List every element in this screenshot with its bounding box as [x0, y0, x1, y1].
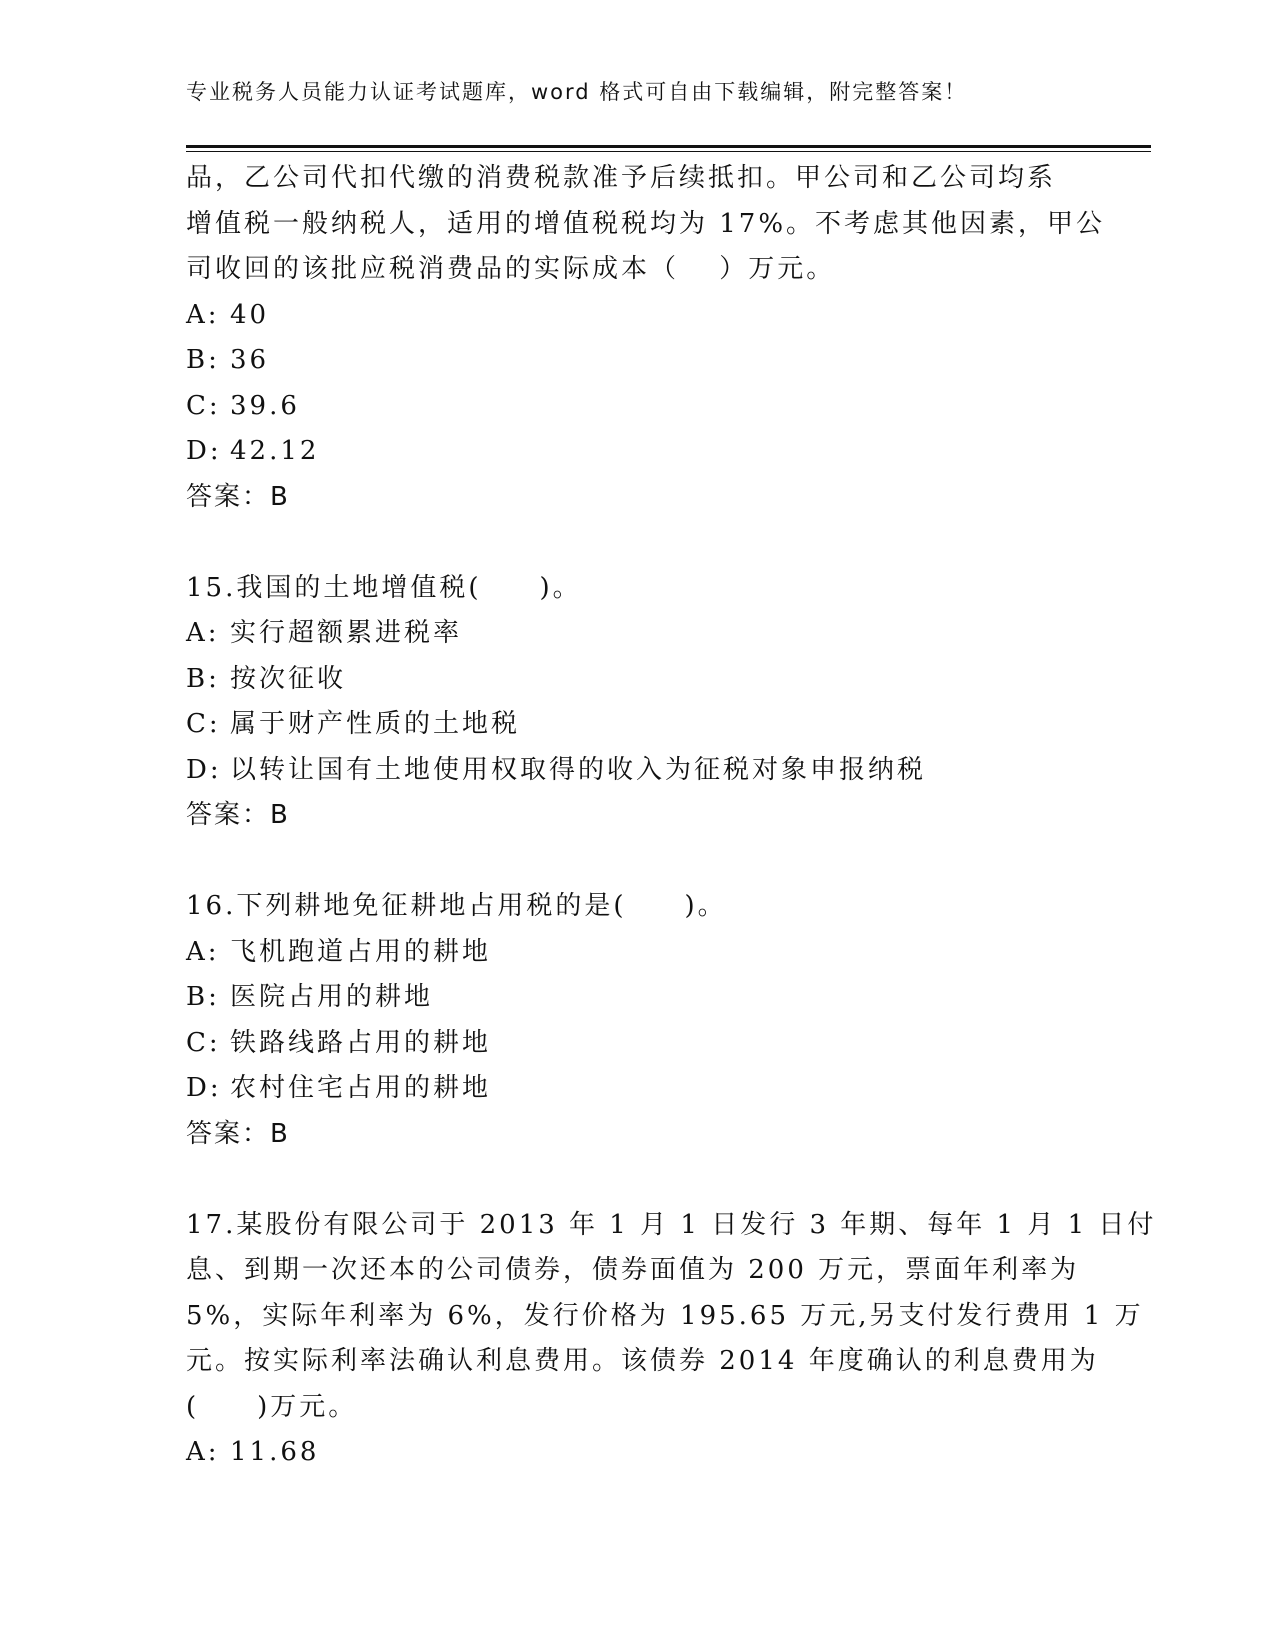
block-spacer	[186, 520, 1086, 566]
option-letter: D:	[186, 436, 222, 466]
question-stem-line: 5%，实际年利率为 6%，发行价格为 195.65 万元,另支付发行费用 1 万	[186, 1300, 1144, 1331]
option-a	[186, 1430, 1086, 1476]
question-block	[186, 566, 1086, 839]
question-stem-line: 增值税一般纳税人，适用的增值税税均为 17%。不考虑其他因素，甲公	[186, 208, 1106, 239]
option-b	[186, 657, 1086, 703]
option-letter: B:	[186, 345, 220, 375]
option-c	[186, 1021, 1086, 1067]
option-d	[186, 1066, 1086, 1112]
option-letter: A:	[186, 936, 220, 967]
option-d	[186, 748, 1086, 794]
block-spacer	[186, 1157, 1086, 1203]
option-letter: A:	[186, 299, 220, 330]
option-text: 铁路线路占用的耕地	[230, 1027, 492, 1058]
block-spacer	[186, 839, 1086, 885]
option-text: 属于财产性质的土地税	[230, 709, 521, 739]
question-stem-line: 品，乙公司代扣代缴的消费税款准予后续抵扣。甲公司和乙公司均系	[186, 163, 1057, 193]
page-header: 专业税务人员能力认证考试题库，word 格式可自由下载编辑，附完整答案！	[186, 80, 968, 104]
question-content	[186, 156, 1157, 1476]
option-text: 实行超额累进税率	[230, 618, 463, 648]
question-stem-line: 息、到期一次还本的公司债券，债券面值为 200 万元，票面年利率为	[186, 1255, 1080, 1285]
question-block	[186, 884, 1086, 1157]
option-letter: B:	[186, 663, 220, 694]
option-c	[186, 702, 1086, 748]
answer-label: 答案：B	[186, 1118, 290, 1149]
option-letter: D:	[186, 754, 222, 785]
option-b	[186, 338, 1086, 384]
option-d	[186, 429, 1086, 475]
option-letter: C:	[186, 1027, 221, 1058]
option-text: 农村住宅占用的耕地	[230, 1073, 492, 1103]
question-stem-line: 司收回的该批应税消费品的实际成本（ ）万元。	[186, 254, 836, 284]
option-text: 39.6	[230, 390, 300, 421]
option-text: 40	[230, 299, 270, 330]
option-letter: C:	[186, 709, 221, 739]
answer-label: 答案：B	[186, 481, 290, 512]
option-text: 按次征收	[230, 663, 347, 694]
option-letter: B:	[186, 982, 220, 1012]
header-rule-thick	[186, 145, 1151, 148]
option-text: 以转让国有土地使用权取得的收入为征税对象申报纳税	[230, 754, 927, 785]
question-stem-line: 15.我国的土地增值税( )。	[186, 572, 582, 603]
option-b	[186, 975, 1086, 1021]
option-letter: D:	[186, 1073, 222, 1103]
option-text: 飞机跑道占用的耕地	[230, 936, 492, 967]
option-c	[186, 384, 1086, 430]
option-text: 医院占用的耕地	[230, 982, 434, 1012]
question-stem-line: ( )万元。	[186, 1391, 358, 1422]
header-rule-thin	[186, 151, 1151, 152]
option-text: 42.12	[230, 436, 320, 466]
option-a	[186, 611, 1086, 657]
option-letter: A:	[186, 618, 220, 648]
question-stem-line: 16.下列耕地免征耕地占用税的是( )。	[186, 891, 727, 921]
question-stem-line: 元。按实际利率法确认利息费用。该债券 2014 年度确认的利息费用为	[186, 1346, 1099, 1376]
option-text: 36	[230, 345, 270, 375]
option-text: 11.68	[230, 1437, 320, 1467]
option-a	[186, 293, 1086, 339]
answer-label: 答案：B	[186, 800, 290, 830]
option-a	[186, 930, 1086, 976]
option-letter: C:	[186, 390, 221, 421]
question-stem-line: 17.某股份有限公司于 2013 年 1 月 1 日发行 3 年期、每年 1 月 1 日付	[186, 1209, 1157, 1240]
option-letter: A:	[186, 1437, 220, 1467]
question-block	[186, 156, 1106, 520]
question-block	[186, 1203, 1157, 1476]
